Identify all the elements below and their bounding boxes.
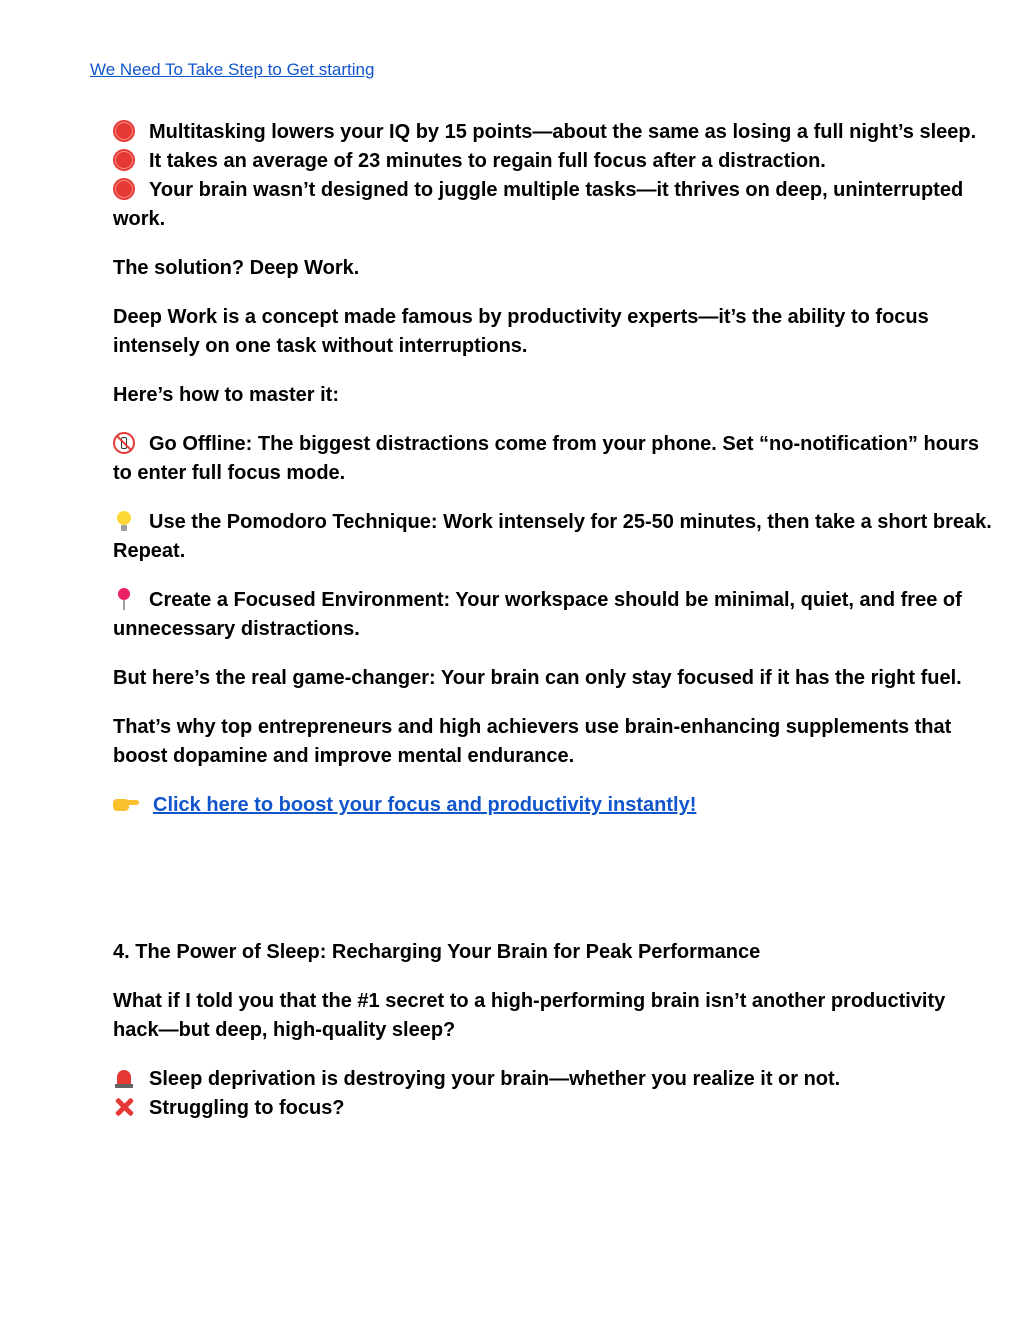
pointing-hand-icon (113, 793, 139, 815)
game-changer-line: But here’s the real game-changer: Your brain can only stay focused if it has the right fuel. (113, 667, 962, 689)
light-bulb-icon (113, 510, 135, 532)
section-title: 4. The Power of Sleep: Recharging Your Brain for Peak Performance (113, 941, 761, 963)
tip-paragraph (113, 430, 993, 488)
sleep-point-text: Struggling to focus? (149, 1097, 345, 1119)
cta-text: Click here to boost your focus and productivity instantly! (153, 794, 697, 816)
sleep-point-text: Sleep deprivation is destroying your brain—whether you realize it or not. (149, 1068, 841, 1090)
stop-sign-icon (113, 178, 135, 200)
solution-line: The solution? Deep Work. (113, 257, 360, 279)
stop-sign-icon (113, 120, 135, 142)
siren-icon (113, 1067, 135, 1089)
cta-paragraph (113, 791, 993, 820)
stop-sign-icon (113, 149, 135, 171)
tip-paragraph (113, 586, 993, 644)
pushpin-icon (113, 588, 135, 610)
header-link[interactable]: We Need To Take Step to Get starting (90, 60, 375, 79)
spacer (113, 840, 993, 938)
cross-mark-icon (113, 1096, 135, 1118)
how-to-heading: Here’s how to master it: (113, 384, 339, 406)
sleep-intro: What if I told you that the #1 secret to a high-performing brain isn’t another productivity hack—but deep, high-quality sleep? (113, 990, 946, 1041)
fact-text: Your brain wasn’t designed to juggle multiple tasks—it thrives on deep, uninterrupted work. (113, 179, 964, 230)
cta-link[interactable] (113, 794, 696, 816)
document-body (113, 118, 993, 1143)
tip-text: Go Offline: The biggest distractions come from your phone. Set “no-notification” hours to enter full focus mode. (113, 433, 980, 484)
tip-text: Create a Focused Environment: Your workspace should be minimal, quiet, and free of unnecessary distractions. (113, 589, 962, 640)
fact-text: Multitasking lowers your IQ by 15 points—about the same as losing a full night’s sleep. (149, 121, 977, 143)
deep-work-definition: Deep Work is a concept made famous by productivity experts—it’s the ability to focus intensely on one task without interruptions. (113, 306, 929, 357)
tip-text: Use the Pomodoro Technique: Work intensely for 25-50 minutes, then take a short break. Repeat. (113, 511, 992, 562)
no-mobile-phone-icon (113, 432, 135, 454)
fact-text: It takes an average of 23 minutes to regain full focus after a distraction. (149, 150, 826, 172)
tip-paragraph (113, 508, 993, 566)
supplements-line: That’s why top entrepreneurs and high achievers use brain-enhancing supplements that boost dopamine and improve mental endurance. (113, 716, 952, 767)
sleep-points (113, 1065, 993, 1123)
facts-block (113, 118, 993, 234)
